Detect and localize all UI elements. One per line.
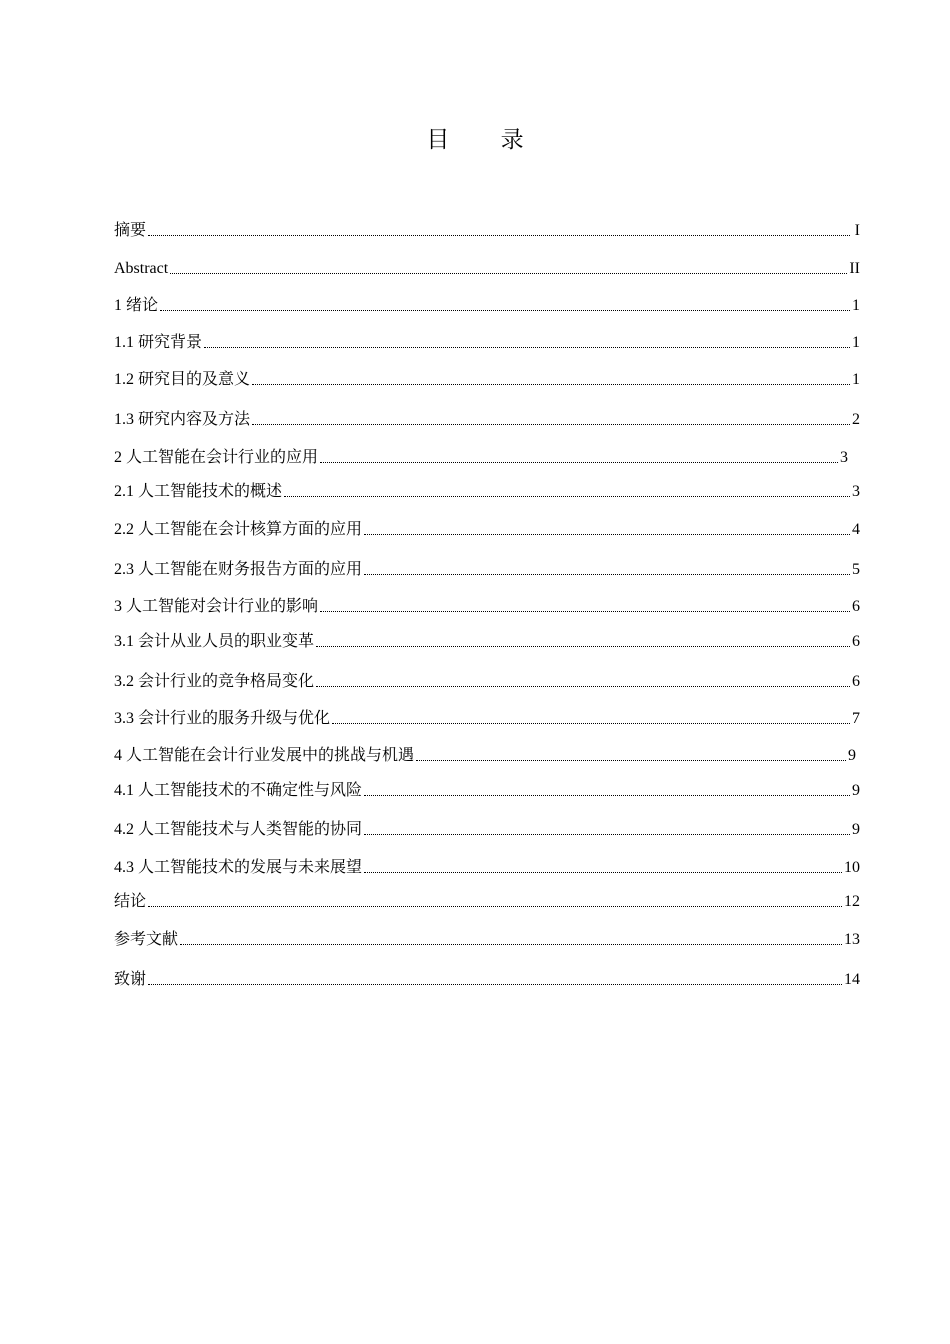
toc-entry[interactable]	[114, 669, 860, 693]
toc-leader-dots	[148, 234, 850, 236]
toc-entry-label: 1.1 研究背景	[114, 334, 203, 351]
toc-entry-label: 4.3 人工智能技术的发展与未来展望	[114, 859, 363, 876]
toc-entry-label: 参考文献	[114, 931, 179, 948]
toc-entry[interactable]	[114, 778, 860, 802]
toc-entry-page: 14	[844, 971, 860, 988]
toc-entry-page: 10	[844, 859, 860, 876]
toc-entry[interactable]	[114, 256, 860, 280]
toc-entry[interactable]	[114, 330, 860, 354]
page-title: 目 录	[426, 127, 546, 153]
toc-entry[interactable]	[114, 557, 860, 581]
toc-leader-dots	[320, 461, 838, 463]
toc-entry-page: 3	[840, 449, 848, 466]
toc-entry-label: 2.3 人工智能在财务报告方面的应用	[114, 561, 363, 578]
toc-entry-page: 6	[852, 598, 860, 615]
toc-entry-label: 4 人工智能在会计行业发展中的挑战与机遇	[114, 747, 415, 764]
toc-entry[interactable]	[114, 706, 860, 730]
toc-leader-dots	[316, 685, 850, 687]
toc-entry-page: 1	[852, 371, 860, 388]
toc-entry[interactable]	[114, 367, 860, 391]
toc-entry-page: 2	[852, 411, 860, 428]
table-of-contents	[114, 0, 860, 1344]
toc-leader-dots	[320, 610, 850, 612]
toc-leader-dots	[252, 423, 850, 425]
toc-entry[interactable]	[114, 517, 860, 541]
toc-entry-page: 6	[852, 673, 860, 690]
toc-entry[interactable]	[114, 629, 860, 653]
toc-leader-dots	[364, 833, 850, 835]
toc-entry-label: 4.2 人工智能技术与人类智能的协同	[114, 821, 363, 838]
toc-leader-dots	[364, 533, 850, 535]
toc-leader-dots	[364, 871, 842, 873]
toc-entry-page: II	[849, 260, 860, 277]
toc-leader-dots	[316, 645, 850, 647]
toc-entry-label: 2.2 人工智能在会计核算方面的应用	[114, 521, 363, 538]
toc-entry[interactable]	[114, 293, 860, 317]
toc-entry-label: Abstract	[114, 260, 169, 277]
toc-entry-label: 1 绪论	[114, 297, 159, 314]
toc-leader-dots	[364, 573, 850, 575]
toc-leader-dots	[252, 383, 850, 385]
toc-entry-page: I	[854, 222, 860, 239]
toc-entry-label: 3 人工智能对会计行业的影响	[114, 598, 319, 615]
toc-entry-label: 结论	[114, 893, 147, 910]
toc-entry[interactable]	[114, 817, 860, 841]
toc-entry[interactable]	[114, 967, 860, 991]
toc-leader-dots	[204, 346, 850, 348]
toc-leader-dots	[160, 309, 850, 311]
toc-entry-page: 12	[844, 893, 860, 910]
toc-entry-page: 5	[852, 561, 860, 578]
toc-entry-page: 9	[852, 782, 860, 799]
toc-entry-label: 致谢	[114, 971, 147, 988]
toc-entry-page: 9	[852, 821, 860, 838]
toc-entry[interactable]	[114, 407, 860, 431]
toc-leader-dots	[180, 943, 842, 945]
toc-leader-dots	[416, 759, 846, 761]
toc-entry[interactable]	[114, 927, 860, 951]
toc-entry-label: 2.1 人工智能技术的概述	[114, 483, 283, 500]
toc-entry[interactable]	[114, 594, 860, 618]
toc-entry[interactable]	[114, 743, 856, 767]
toc-leader-dots	[148, 905, 842, 907]
toc-leader-dots	[364, 794, 850, 796]
toc-entry-page: 13	[844, 931, 860, 948]
toc-entry[interactable]	[114, 218, 860, 242]
toc-entry-page: 7	[852, 710, 860, 727]
toc-entry-label: 2 人工智能在会计行业的应用	[114, 449, 319, 466]
toc-entry-label: 3.3 会计行业的服务升级与优化	[114, 710, 331, 727]
toc-leader-dots	[284, 495, 850, 497]
toc-entry-label: 3.1 会计从业人员的职业变革	[114, 633, 315, 650]
toc-leader-dots	[332, 722, 850, 724]
toc-entry-page: 6	[852, 633, 860, 650]
toc-entry[interactable]	[114, 889, 860, 913]
toc-entry-label: 3.2 会计行业的竞争格局变化	[114, 673, 315, 690]
toc-entry[interactable]	[114, 479, 860, 503]
toc-entry-page: 4	[852, 521, 860, 538]
toc-entry-page: 1	[852, 334, 860, 351]
toc-entry-label: 4.1 人工智能技术的不确定性与风险	[114, 782, 363, 799]
toc-entry-page: 3	[852, 483, 860, 500]
toc-leader-dots	[148, 983, 842, 985]
toc-entry-page: 9	[848, 747, 856, 764]
toc-entry[interactable]	[114, 855, 860, 879]
toc-entry-page: 1	[852, 297, 860, 314]
toc-entry-label: 1.2 研究目的及意义	[114, 371, 251, 388]
toc-entry-label: 摘要	[114, 222, 147, 239]
toc-leader-dots	[170, 272, 847, 274]
toc-entry[interactable]	[114, 445, 848, 469]
toc-entry-label: 1.3 研究内容及方法	[114, 411, 251, 428]
